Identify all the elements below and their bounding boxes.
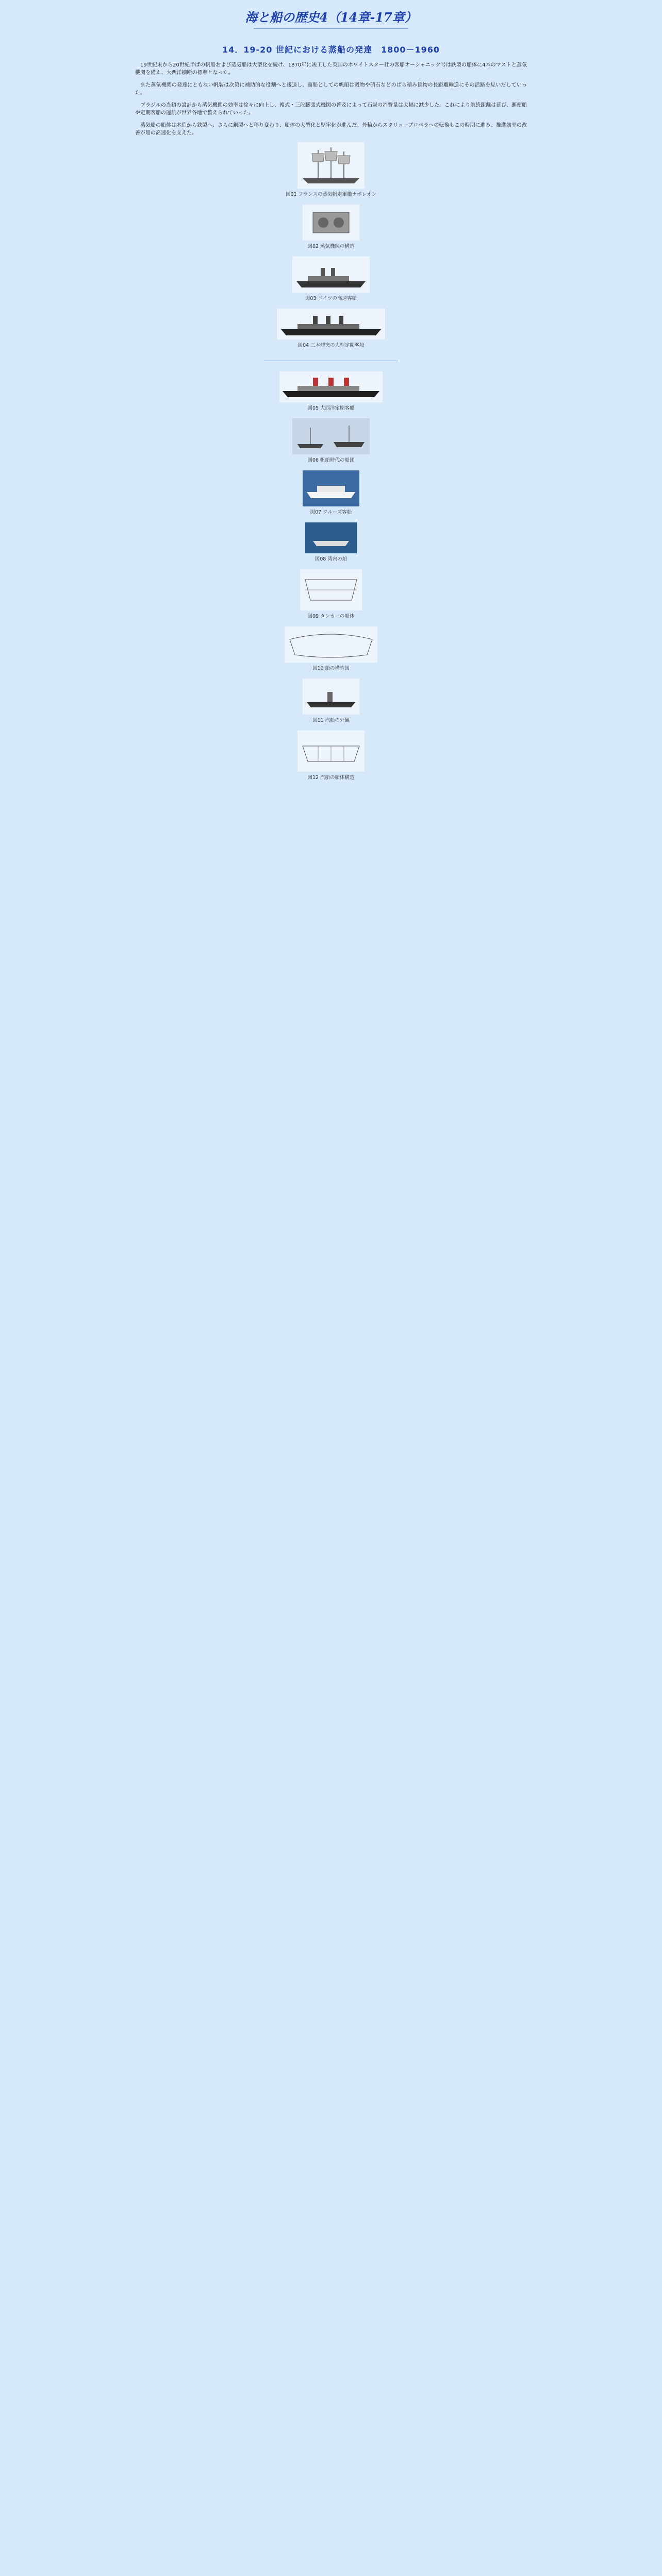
figure (135, 205, 527, 249)
hull-diagram (300, 569, 362, 611)
figure-caption: 図09 タンカーの船体 (307, 614, 355, 619)
ship-illustration (279, 371, 383, 402)
figure-caption: 図05 大西洋定期客船 (307, 405, 355, 411)
figure (135, 418, 527, 463)
fleet-illustration (292, 418, 370, 454)
title-divider (254, 28, 408, 29)
figure (135, 679, 527, 723)
page-title: 海と船の歴史4（14章-17章） (245, 10, 417, 25)
harbor-photo (305, 522, 357, 553)
paragraph: ブラジルの当初の設計から蒸気機関の効率は徐々に向上し、複式・三段膨張式機関の普及によって石炭の消費量は大幅に減少した。これにより航続距離は延び、郵便船や定期客船の運航が世界各地で整えられていった。 (135, 103, 527, 116)
paragraph: 蒸気船の船体は木造から鉄製へ、さらに鋼製へと移り変わり、船体の大型化と堅牢化が進んだ。外輪からスクリュープロペラへの転換もこの時期に進み、推進効率の改善が船の高速化を支えた。 (135, 123, 527, 136)
engine-illustration (303, 205, 359, 241)
steamer-illustration (303, 679, 359, 715)
paragraph: 19世紀末から20世紀半ばの帆船および蒸気船は大型化を続け、1870年に竣工した英国のホワイトスター社の客船オーシャニック号は鉄製の船体に4本のマストと蒸気機関を備え、大西洋横断の標準となった。 (135, 62, 527, 76)
figure-caption: 図01 フランスの蒸気帆走軍艦ナポレオン (285, 192, 377, 197)
figure-caption: 図10 船の構造図 (312, 666, 350, 671)
figure-caption: 図08 湾内の船 (315, 556, 347, 562)
figure (135, 522, 527, 562)
page (135, 0, 527, 781)
steamer-structure-diagram (297, 731, 365, 772)
figure-caption: 図03 ドイツの高速客船 (305, 296, 357, 301)
structure-diagram (285, 626, 377, 663)
figure-caption: 図07 クルーズ客船 (310, 510, 352, 515)
section-title: 14．19-20 世紀における蒸船の発達 1800－1960 (222, 45, 440, 55)
figure (135, 309, 527, 348)
figure (135, 371, 527, 411)
ship-illustration (277, 309, 385, 340)
figure-caption: 図06 帆船時代の船団 (307, 457, 355, 463)
ship-illustration (297, 142, 365, 189)
paragraph: また蒸気機関の発達にともない帆装は次第に補助的な役割へと後退し、商船としての帆船は穀物や硝石などのばら積み貨物の長距離輸送にその活路を見いだしていった。 (135, 82, 527, 96)
figure-caption: 図02 蒸気機関の構造 (307, 244, 355, 249)
figure (135, 731, 527, 781)
figure-caption: 図12 汽船の船体構造 (307, 775, 355, 781)
figure (135, 257, 527, 301)
figure-caption: 図04 三本煙突の大型定期客船 (297, 343, 365, 348)
figure (135, 142, 527, 197)
ship-illustration (292, 257, 370, 293)
figure (135, 470, 527, 515)
cruise-ship-photo (303, 470, 359, 506)
figure-caption: 図11 汽船の外観 (312, 718, 350, 723)
figure (135, 569, 527, 619)
figure (135, 626, 527, 671)
